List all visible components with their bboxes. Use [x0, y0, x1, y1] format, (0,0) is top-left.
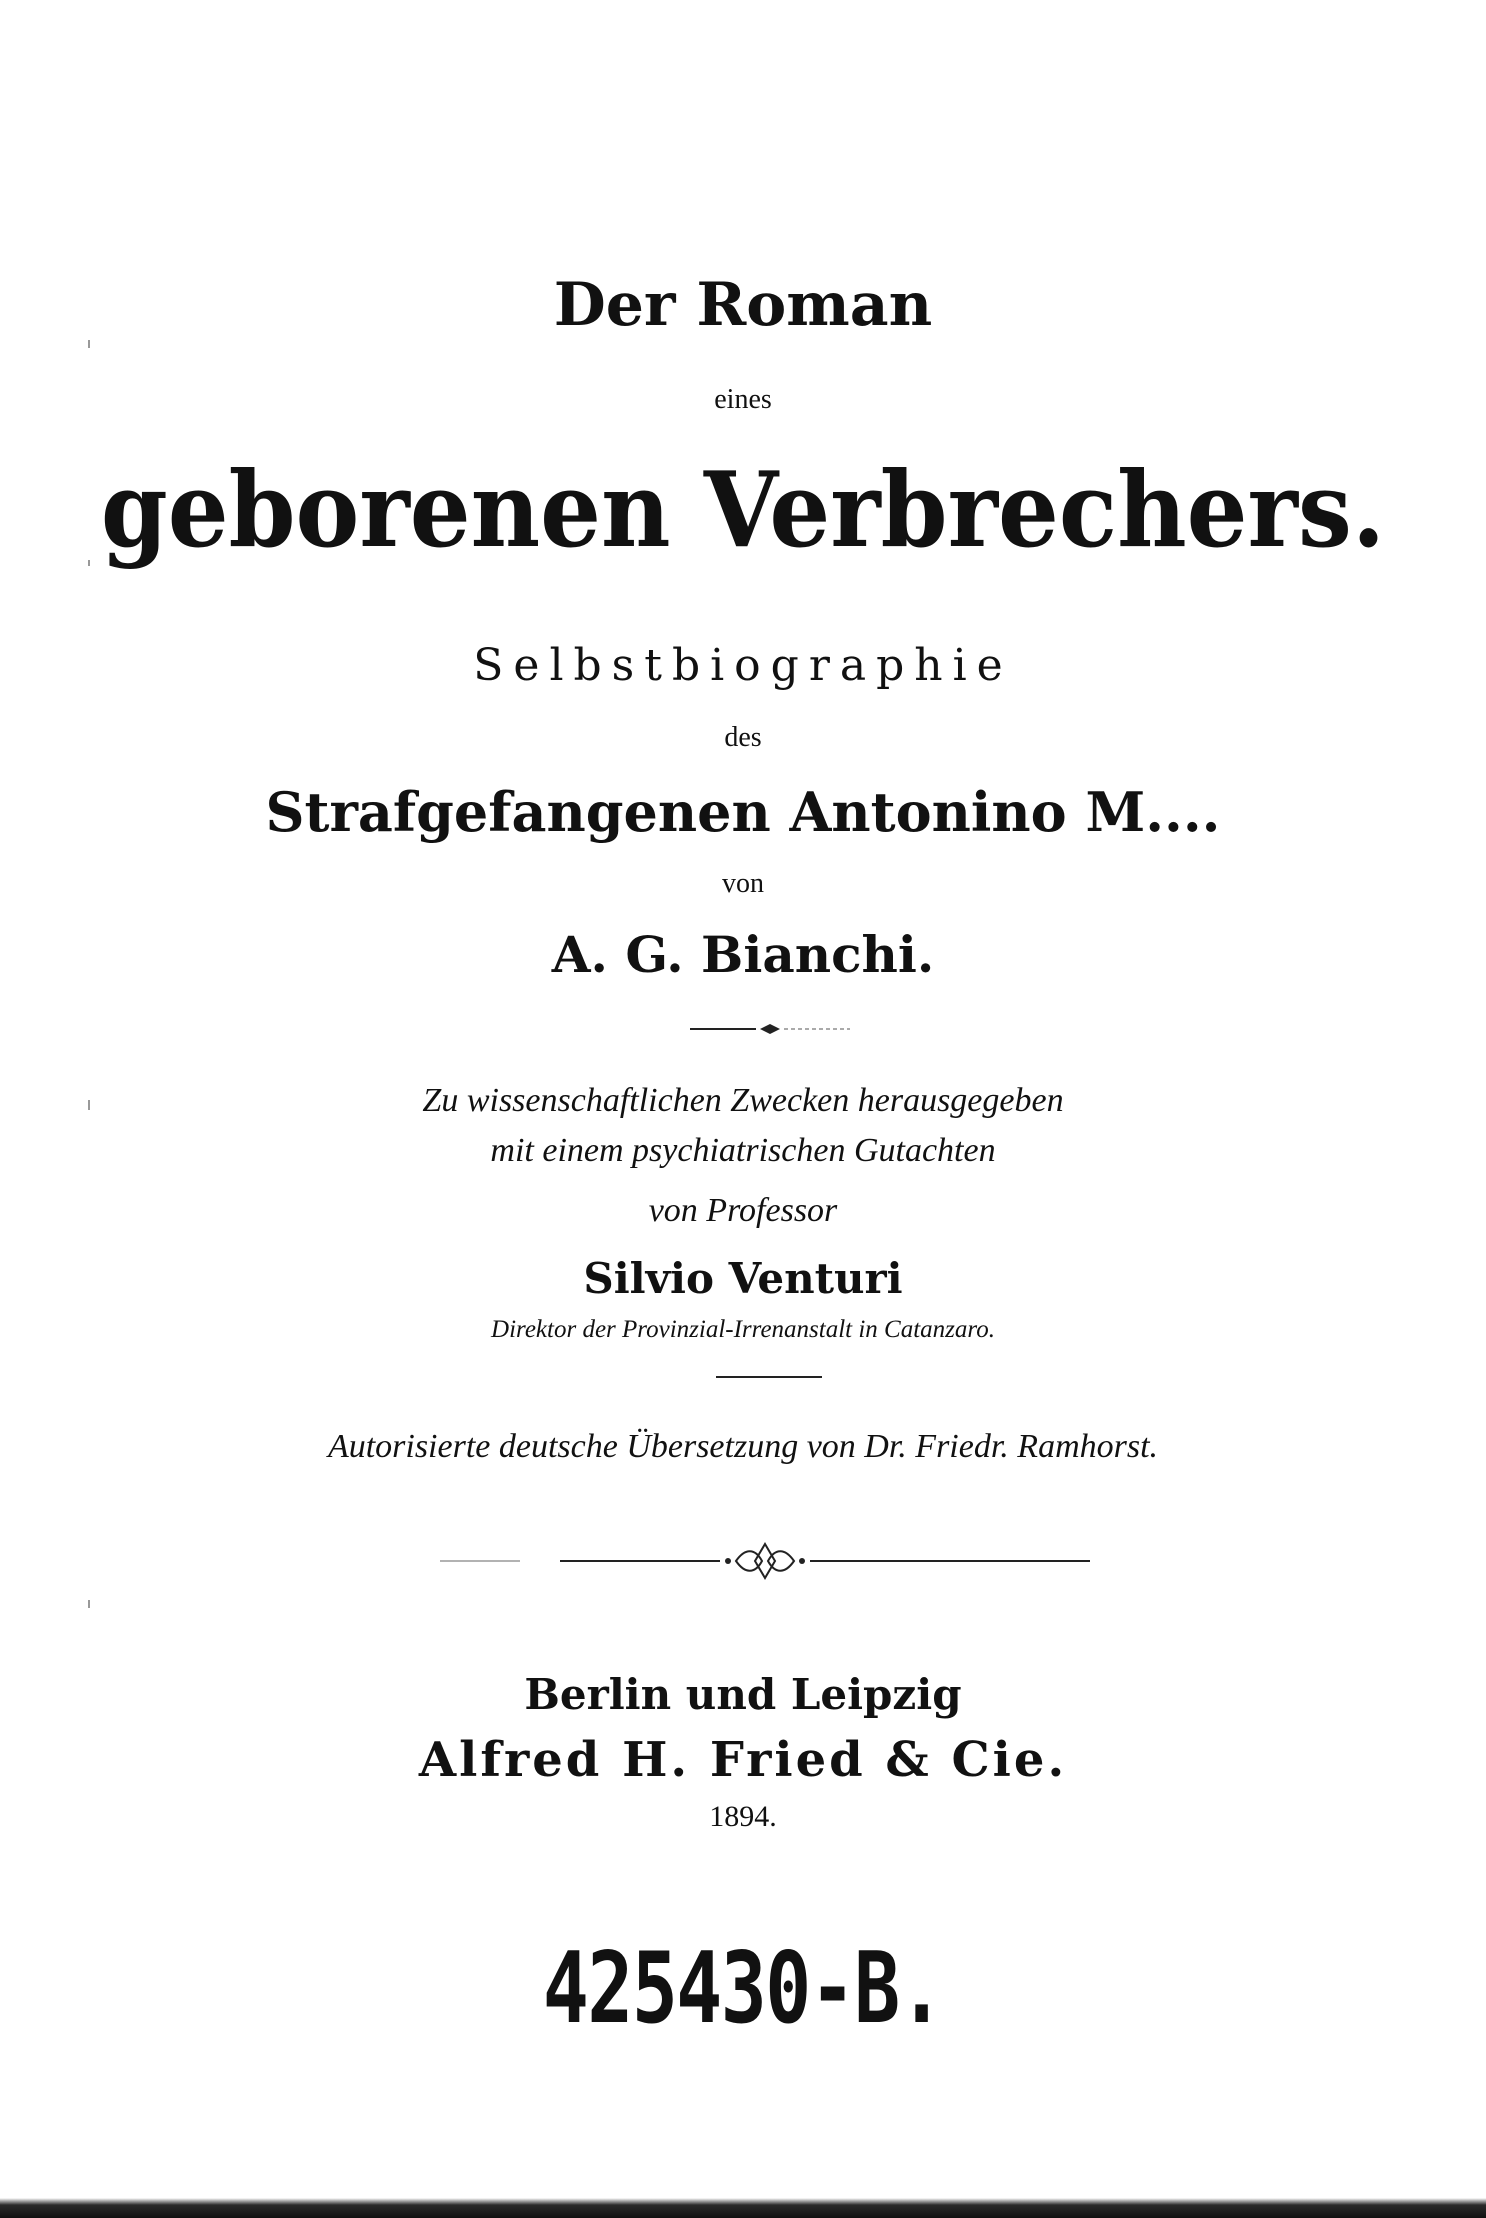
editor-line-2: mit einem psychiatrischen Gutachten	[490, 1132, 996, 1169]
editor-name: Silvio Venturi	[583, 1254, 903, 1303]
imprint-place: Berlin und Leipzig	[524, 1670, 962, 1719]
imprint-year: 1894.	[709, 1800, 777, 1833]
editor-line-1: Zu wissenschaftlichen Zwecken herausgegeben	[422, 1082, 1064, 1119]
title-line-2: eines	[714, 384, 772, 415]
subtitle-selbstbiographie: Selbstbiographie	[473, 640, 1013, 691]
main-title: geborenen Verbrechers.	[100, 448, 1386, 571]
subtitle-des: des	[724, 722, 762, 753]
ornamental-divider	[440, 1538, 1090, 1584]
scan-edge	[0, 2198, 1486, 2218]
editor-role: Direktor der Provinzial-Irrenanstalt in Catanzaro.	[491, 1316, 995, 1343]
subtitle-strafgefangenen: Strafgefangenen Antonino M....	[265, 780, 1221, 844]
editor-line-3: von Professor	[648, 1192, 838, 1229]
title-line-1: Der Roman	[553, 270, 933, 340]
subtitle-von: von	[722, 868, 764, 899]
small-divider-ornament	[690, 1022, 850, 1036]
imprint-publisher: Alfred H. Fried & Cie.	[418, 1732, 1068, 1788]
margin-speck	[88, 1100, 90, 1110]
author-name: A. G. Bianchi.	[551, 925, 935, 984]
shelfmark-stamp: 425430-B.	[542, 1932, 944, 2046]
margin-speck	[88, 1600, 90, 1608]
margin-speck	[88, 560, 90, 566]
translation-line: Autorisierte deutsche Übersetzung von Dr. Friedr. Ramhorst.	[327, 1428, 1159, 1465]
middle-rule	[716, 1376, 822, 1378]
margin-speck	[88, 340, 90, 348]
